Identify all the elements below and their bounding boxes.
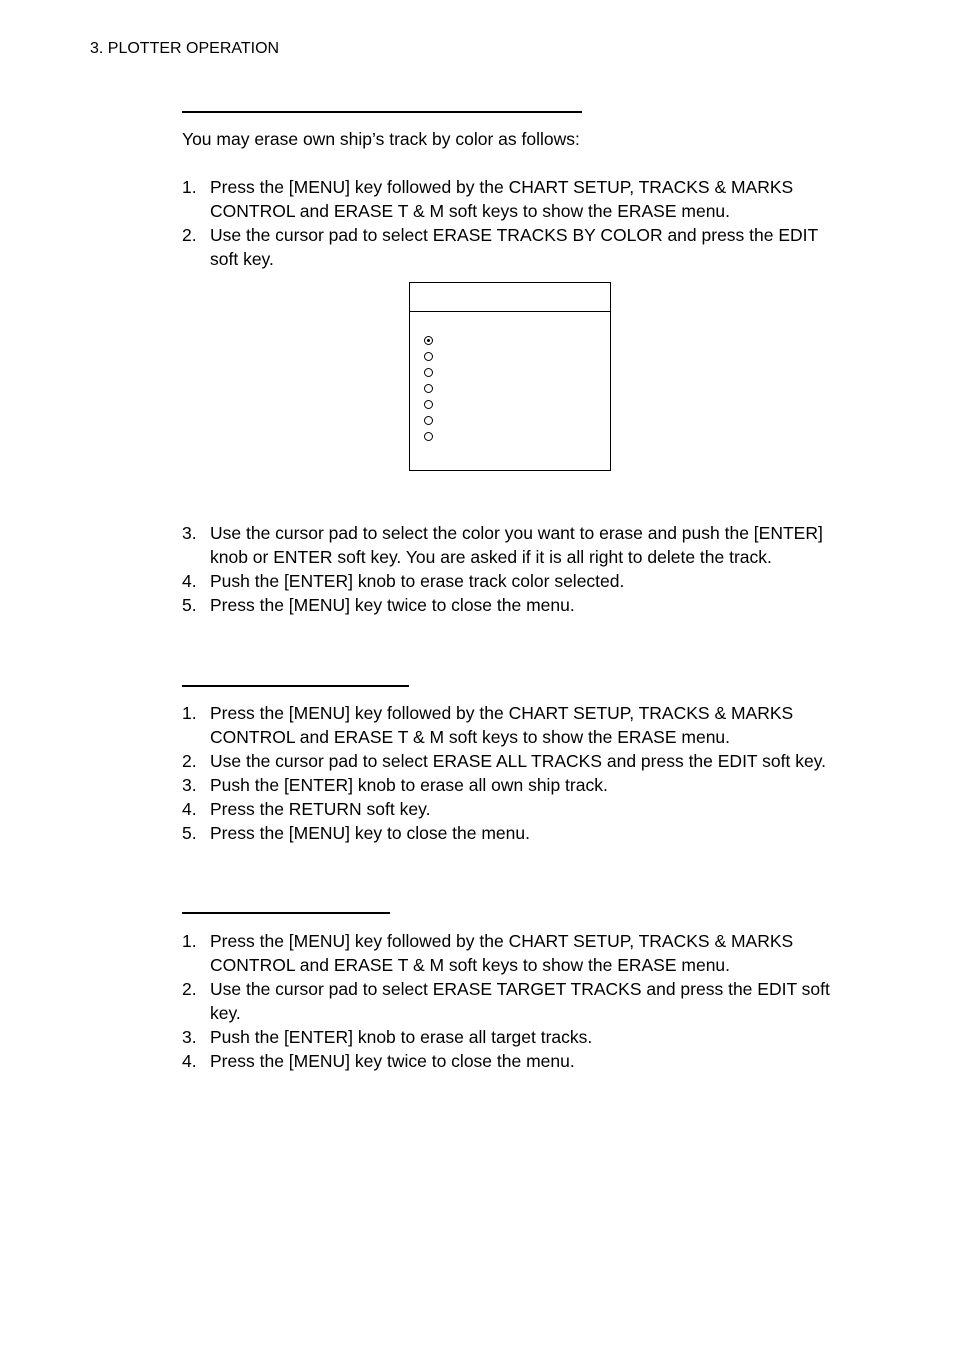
step-text: Push the [ENTER] knob to erase all target tracks. [210,1027,593,1047]
step-number: 3. [182,1027,197,1047]
section2-steps [182,701,842,845]
section1-heading-rule [182,111,582,113]
step-number: 1. [182,703,197,723]
step-text: Press the [MENU] key twice to close the menu. [210,595,575,615]
step-text: Press the [MENU] key to close the menu. [210,823,530,843]
step-number: 5. [182,823,197,843]
list-item [182,797,842,821]
step-number: 5. [182,595,197,615]
section1-steps-b [182,521,842,617]
color-radio-5[interactable] [424,400,433,409]
step-number: 4. [182,571,197,591]
step-number: 4. [182,799,197,819]
step-text: Press the [MENU] key twice to close the menu. [210,1051,575,1071]
step-text: Push the [ENTER] knob to erase track color selected. [210,571,625,591]
menu-title-bar [410,283,610,312]
color-radio-6[interactable] [424,416,433,425]
step-text: Press the [MENU] key followed by the CHART SETUP, TRACKS & MARKS CONTROL and ERASE T & M soft keys to show the ERASE menu. [210,177,794,221]
step-text: Press the [MENU] key followed by the CHART SETUP, TRACKS & MARKS CONTROL and ERASE T & M soft keys to show the ERASE menu. [210,703,794,747]
color-radio-7[interactable] [424,432,433,441]
list-item [182,593,842,617]
step-number: 2. [182,979,197,999]
step-number: 1. [182,931,197,951]
list-item [182,223,842,271]
list-item [182,773,842,797]
erase-color-menu-figure [409,282,611,471]
list-item [182,175,842,223]
step-text: Press the RETURN soft key. [210,799,431,819]
step-number: 1. [182,177,197,197]
list-item [182,701,842,749]
step-text: Use the cursor pad to select the color you want to erase and push the [ENTER] knob or ENTER soft key. You are asked if it is all right to delete the track. [210,523,823,567]
step-text: Use the cursor pad to select ERASE TRACKS BY COLOR and press the EDIT soft key. [210,225,818,269]
list-item [182,569,842,593]
step-number: 3. [182,523,197,543]
section3-steps [182,929,842,1073]
color-radio-list [424,336,433,448]
color-radio-4[interactable] [424,384,433,393]
section1-intro: You may erase own ship’s track by color as follows: [182,129,580,149]
step-text: Push the [ENTER] knob to erase all own ship track. [210,775,608,795]
step-number: 2. [182,225,197,245]
list-item [182,1025,842,1049]
step-number: 2. [182,751,197,771]
list-item [182,1049,842,1073]
section3-heading-rule [182,912,390,914]
step-text: Use the cursor pad to select ERASE ALL TRACKS and press the EDIT soft key. [210,751,827,771]
list-item [182,749,842,773]
color-radio-2[interactable] [424,352,433,361]
list-item [182,821,842,845]
step-number: 3. [182,775,197,795]
section1-steps-a [182,175,842,271]
list-item [182,977,842,1025]
page-header: 3. PLOTTER OPERATION [90,40,280,57]
step-text: Press the [MENU] key followed by the CHART SETUP, TRACKS & MARKS CONTROL and ERASE T & M soft keys to show the ERASE menu. [210,931,794,975]
step-text: Use the cursor pad to select ERASE TARGET TRACKS and press the EDIT soft key. [210,979,830,1023]
section2-heading-rule [182,685,409,687]
step-number: 4. [182,1051,197,1071]
list-item [182,929,842,977]
list-item [182,521,842,569]
color-radio-1[interactable] [424,336,433,345]
color-radio-3[interactable] [424,368,433,377]
